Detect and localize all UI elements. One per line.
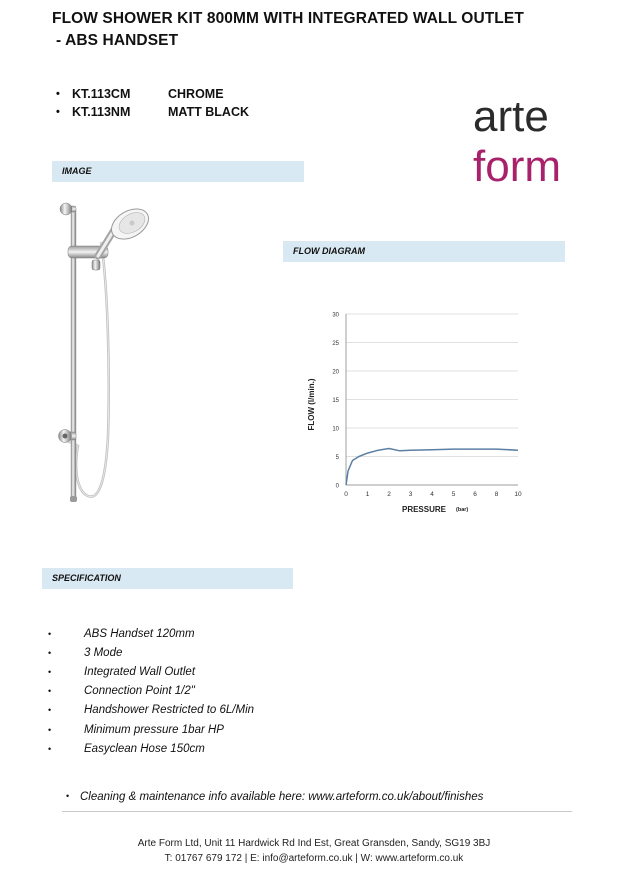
x-tick-label: 6 [473,491,477,498]
product-code: KT.113NM [72,105,131,119]
bullet-icon: • [48,666,52,677]
spec-text: ABS Handset 120mm [84,627,195,640]
y-tick-label: 30 [332,312,339,319]
x-tick-label: 1 [365,491,370,498]
bullet-icon: • [56,88,60,100]
y-tick-label: 15 [332,398,339,404]
arteform-logo [473,92,561,192]
list-item [48,682,254,701]
document-title [52,8,524,52]
x-tick-label: 10 [514,491,522,498]
bullet-icon: • [48,705,52,716]
y-tick-label: 10 [332,426,339,433]
product-finish: MATT BLACK [168,105,249,119]
flow-chart [298,300,538,525]
series-line [346,449,518,486]
section-header-specification: SPECIFICATION [42,568,293,589]
cleaning-text: Cleaning & maintenance info available here: www.arteform.co.uk/about/finishes [80,791,484,803]
x-tick-label: 4 [430,491,434,498]
bullet-icon: • [48,724,52,735]
shower-kit-image [48,196,158,516]
spec-text: Integrated Wall Outlet [84,665,196,678]
specification-list [48,624,254,758]
y-tick-label: 0 [335,483,339,490]
list-item [48,624,254,643]
cleaning-info [66,791,483,803]
x-tick-label: 5 [451,491,456,498]
bullet-icon: • [48,686,52,697]
title-line-2: - ABS HANDSET [56,32,179,49]
y-tick-label: 20 [332,369,339,376]
title-line-1: FLOW SHOWER KIT 800MM WITH INTEGRATED WALL OUTLET [52,10,524,27]
product-code-list [56,85,249,121]
section-header-flow-diagram: FLOW DIAGRAM [283,241,565,262]
y-tick-label: 5 [335,455,339,461]
spec-text: Easyclean Hose 150cm [84,742,205,755]
spec-text: Connection Point 1/2" [84,685,195,698]
spec-text: 3 Mode [84,646,123,659]
x-tick-label: 3 [408,491,413,498]
bullet-icon: • [48,743,52,754]
bullet-icon: • [48,647,52,658]
footer-address: Arte Form Ltd, Unit 11 Hardwick Rd Ind Est, Great Gransden, Sandy, SG19 3BJ [137,838,491,849]
bullet-icon: • [56,106,60,118]
x-tick-label: 0 [344,491,348,498]
list-item [48,739,254,758]
product-finish: CHROME [168,87,224,101]
bullet-icon: • [48,628,52,639]
list-item [48,662,254,681]
logo-word-arte: arte [473,92,549,141]
footer-divider [62,811,572,812]
product-code-row [56,85,249,103]
spec-text: Handshower Restricted to 6L/Min [84,704,255,717]
logo-word-form: form [473,142,561,191]
x-axis-unit: (bar) [456,507,469,513]
list-item [48,643,254,662]
y-axis-label: FLOW (l/min.) [307,378,316,431]
x-axis-label: PRESSURE [401,505,447,514]
y-tick-label: 25 [332,341,339,347]
product-code: KT.113CM [72,87,131,101]
footer-contact: T: 01767 679 172 | E: info@arteform.co.uk | W: www.arteform.co.uk [164,853,464,864]
section-header-image: IMAGE [52,161,304,182]
list-item [48,720,254,739]
x-tick-label: 8 [494,491,499,498]
x-tick-label: 2 [387,491,391,498]
bullet-icon: • [66,791,70,801]
spec-text: Minimum pressure 1bar HP [84,723,224,736]
list-item [48,701,254,720]
product-code-row [56,103,249,121]
